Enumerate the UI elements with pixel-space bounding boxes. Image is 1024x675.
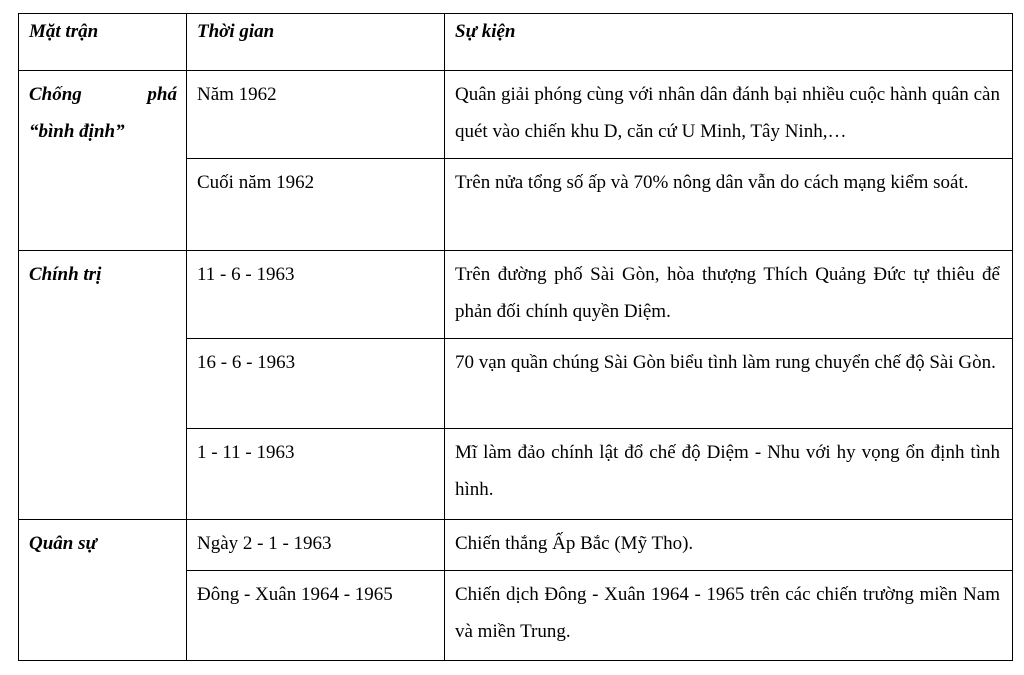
event-cell: Chiến thắng Ấp Bắc (Mỹ Tho). — [445, 520, 1013, 571]
header-front: Mặt trận — [19, 14, 187, 71]
events-table — [18, 13, 1013, 661]
table-row — [19, 251, 1013, 339]
time-cell: 11 - 6 - 1963 — [187, 251, 445, 339]
time-cell: Năm 1962 — [187, 71, 445, 159]
front-chinh-tri: Chính trị — [19, 251, 187, 520]
header-time: Thời gian — [187, 14, 445, 71]
time-cell: Đông - Xuân 1964 - 1965 — [187, 571, 445, 661]
front-binh-dinh-line2: “bình định” — [29, 121, 125, 142]
event-cell: Quân giải phóng cùng với nhân dân đánh bại nhiều cuộc hành quân càn quét vào chiến khu D, căn cứ U Minh, Tây Ninh,… — [445, 71, 1013, 159]
table-header-row — [19, 14, 1013, 71]
event-cell: 70 vạn quần chúng Sài Gòn biểu tình làm rung chuyển chế độ Sài Gòn. — [445, 339, 1013, 429]
event-cell: Trên nửa tổng số ấp và 70% nông dân vẫn do cách mạng kiểm soát. — [445, 159, 1013, 251]
front-binh-dinh-line1: Chống phá — [29, 84, 177, 105]
time-cell: 16 - 6 - 1963 — [187, 339, 445, 429]
header-event: Sự kiện — [445, 14, 1013, 71]
event-cell: Trên đường phố Sài Gòn, hòa thượng Thích Quảng Đức tự thiêu để phản đối chính quyền Diệm. — [445, 251, 1013, 339]
table-row — [19, 520, 1013, 571]
front-quan-su: Quân sự — [19, 520, 187, 661]
time-cell: 1 - 11 - 1963 — [187, 429, 445, 520]
event-cell: Chiến dịch Đông - Xuân 1964 - 1965 trên các chiến trường miền Nam và miền Trung. — [445, 571, 1013, 661]
table-row — [19, 71, 1013, 159]
event-cell: Mĩ làm đảo chính lật đổ chế độ Diệm - Nhu với hy vọng ổn định tình hình. — [445, 429, 1013, 520]
time-cell: Cuối năm 1962 — [187, 159, 445, 251]
time-cell: Ngày 2 - 1 - 1963 — [187, 520, 445, 571]
front-binh-dinh — [19, 71, 187, 251]
